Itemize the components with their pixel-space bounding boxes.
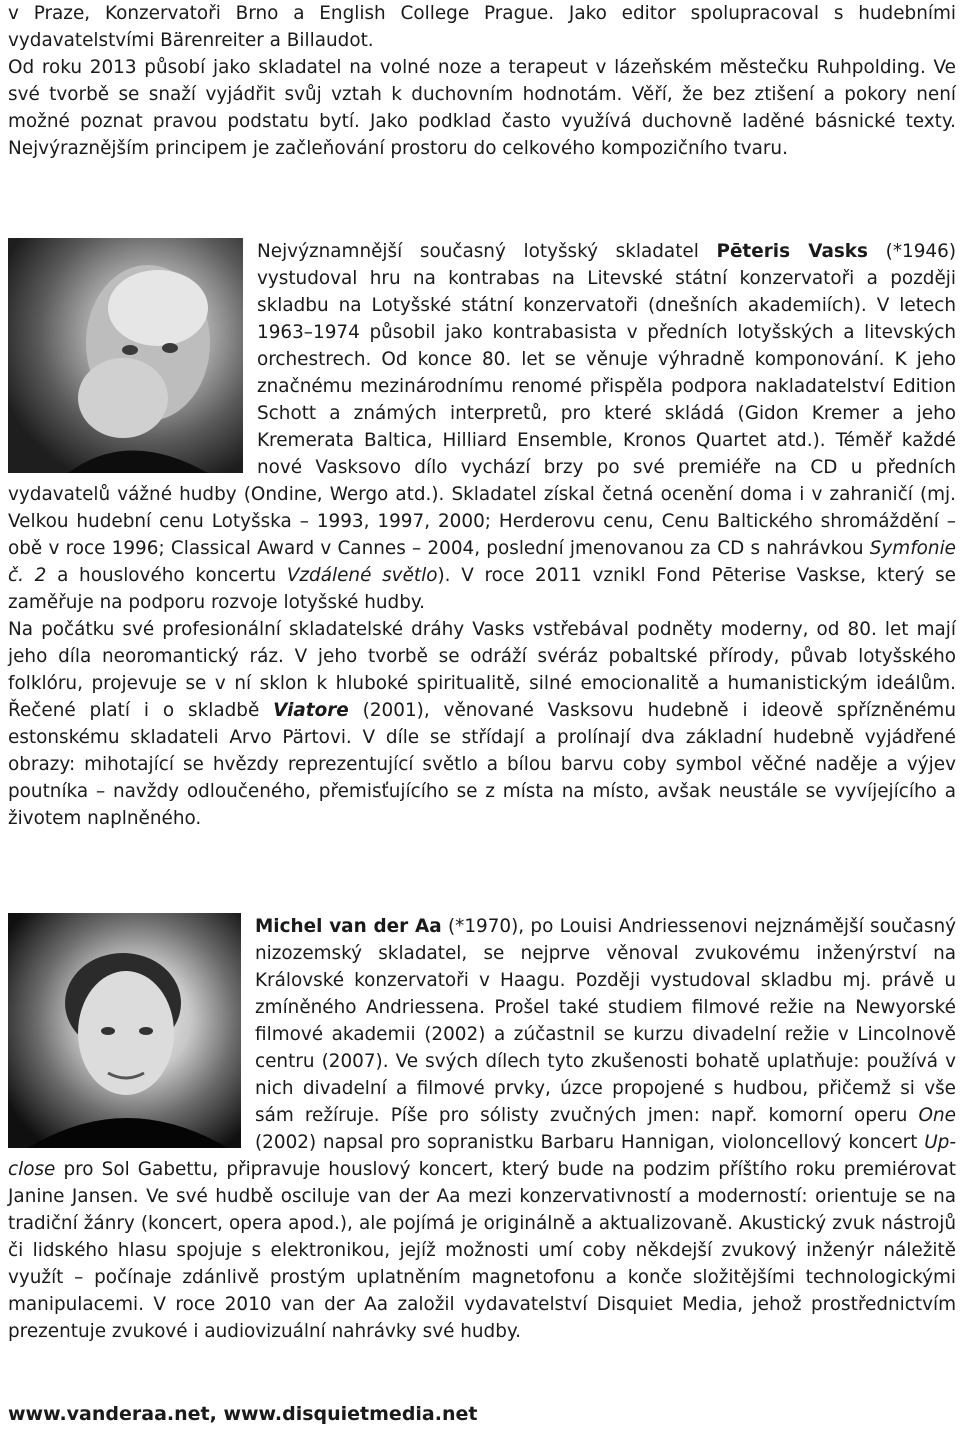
aa-work-upclose: Up-close [8,1132,956,1180]
vasks-photo-wrapper [8,238,243,473]
vasks-portrait [8,238,243,473]
vasks-work-viatore: Viatore [273,700,349,721]
website-links[interactable]: www.vanderaa.net, www.disquietmedia.net [8,1403,478,1425]
aa-portrait [8,913,241,1148]
vasks-body-1: (*1946) vystudoval hru na kontrabas na Litevské státní konzervatoři a později skladbu na Lotyšské státní konzervatoři (dnešních akademiích). V letech 1963–1974 působil jako kontrabasista v předních lotyšských a litevských orchestrech. Od konce 80. let se věnuje výhradně komponování. K jeho značnému mezinárodnímu renomé přispěla podpora nakladatelství Edition Schott a známých interpretů, pro které skládá (Gidon Kremer a jeho Kremerata Baltica, Hilliard Ensemble, Kronos Quartet atd.). Téměř každé nové Vasksovo dílo vychází brzy po své premiéře na CD u předních vydavatelů vážné hudby (Ondine, Wergo atd.). Skladatel získal četná ocenění doma i v zahraničí (mj. Velkou hudební cenu Lotyšska – 1993, 1997, 2000; Herderovu cenu, Cenu Baltického shromáždění – obě v roce 1996; Classical Award v Cannes – 2004, poslední jmenovanou za CD s nahrávkou [8,241,956,559]
vasks-body-2: a houslového koncertu [46,565,287,586]
vasks-name: Pēteris Vasks [716,241,868,262]
vasks-section [8,238,956,832]
vasks-work-vzdalene: Vzdálené světlo [286,565,438,586]
intro-paragraph-2: Od roku 2013 působí jako skladatel na volné noze a terapeut v lázeňském městečku Ruhpolding. Ve své tvorbě se snaží vyjádřit svůj vztah k duchovním hodnotám. Věří, že bez ztišení a pokory není možné poznat pravou podstatu bytí. Jako podklad často využívá duchovně laděné básnické texty. Nejvýraznějším principem je začleňování prostoru do celkového kompozičního tvaru. [8,57,956,159]
intro-paragraph-1: v Praze, Konzervatoři Brno a English College Prague. Jako editor spolupracoval s hudebními vydavatelstvími Bärenreiter a Billaudot. [8,3,956,51]
aa-section [8,913,956,1345]
aa-name: Michel van der Aa [255,916,442,937]
aa-work-one: One [918,1105,956,1126]
vasks-work-symfonie: Symfonie č. 2 [8,538,956,586]
vasks-p2-a: Na počátku své profesionální skladatelské dráhy Vasks vstřebával podněty moderny, od 80. let mají jeho díla neoromantický ráz. V jeho tvorbě se odráží svéráz pobaltské přírody, půvab lotyšského folklóru, projevuje se v ní sklon k hluboké spiritualitě, silné emocionalitě a humanistickým ideálům. Řečené platí i o skladbě [8,619,956,721]
aa-body-3: pro Sol Gabettu, připravuje houslový koncert, který bude na podzim příštího roku premiérovat Janine Jansen. Ve své hudbě osciluje van der Aa mezi konzervativností a moderností: orientuje se na tradiční žánry (koncert, opera apod.), ale pojímá je originálně a aktualizovaně. Akustický zvuk nástrojů či lidského hlasu spojuje s elektronikou, jejíž možnosti umí coby někdejší zvukový inženýr náležitě využít – počínaje zdánlivě prostým uplatněním magnetofonu a konče složitějšími technologickými manipulacemi. V roce 2010 van der Aa založil vydavatelství Disquiet Media, jehož prostřednictvím prezentuje zvukové i audiovizuální nahrávky své hudby. [8,1159,956,1342]
vasks-paragraph-2 [8,616,956,832]
portrait-icon [8,913,241,1148]
portrait-icon [8,238,243,473]
aa-body-2: (2002) napsal pro sopranistku Barbaru Hannigan, violoncellový koncert [255,1132,925,1153]
vasks-p2-b: (2001), věnované Vasksovu hudebně i ideově spřízněnému estonskému skladateli Arvo Pärtovi. V díle se střídají a prolínají dva základní hudebně vyjádřené obrazy: mihotající se hvězdy reprezentující světlo a bílou barvu coby symbol věčné naděje a výjev poutníka – navždy odloučeného, přemisťujícího se z místa na místo, avšak neustále se vyvíjejícího a životem naplněného. [8,700,956,829]
aa-body-1: (*1970), po Louisi Andriessenovi nejznámější současný nizozemský skladatel, se nejprve věnoval zvukovému inženýrství na Královské konzervatoři v Haagu. Později vystudoval skladbu mj. právě u zmíněného Andriessena. Prošel také studiem filmové režie na Newyorské filmové akademii (2002) a zúčastnil se kurzu divadelní režie v Lincolnově centru (2007). Ve svých dílech tyto zkušenosti bohatě uplatňuje: používá v nich divadelní a filmové prvky, úzce propojené s hudbou, přičemž si vše sám režíruje. Píše pro sólisty zvučných jmen: např. komorní operu [255,916,956,1126]
aa-photo-wrapper [8,913,241,1148]
vasks-body-3: ). V roce 2011 vznikl Fond Pēterise Vaskse, který se zaměřuje na podporu rozvoje lotyšské hudby. [8,565,956,613]
vasks-lead: Nejvýznamnější současný lotyšský skladatel [257,241,717,262]
